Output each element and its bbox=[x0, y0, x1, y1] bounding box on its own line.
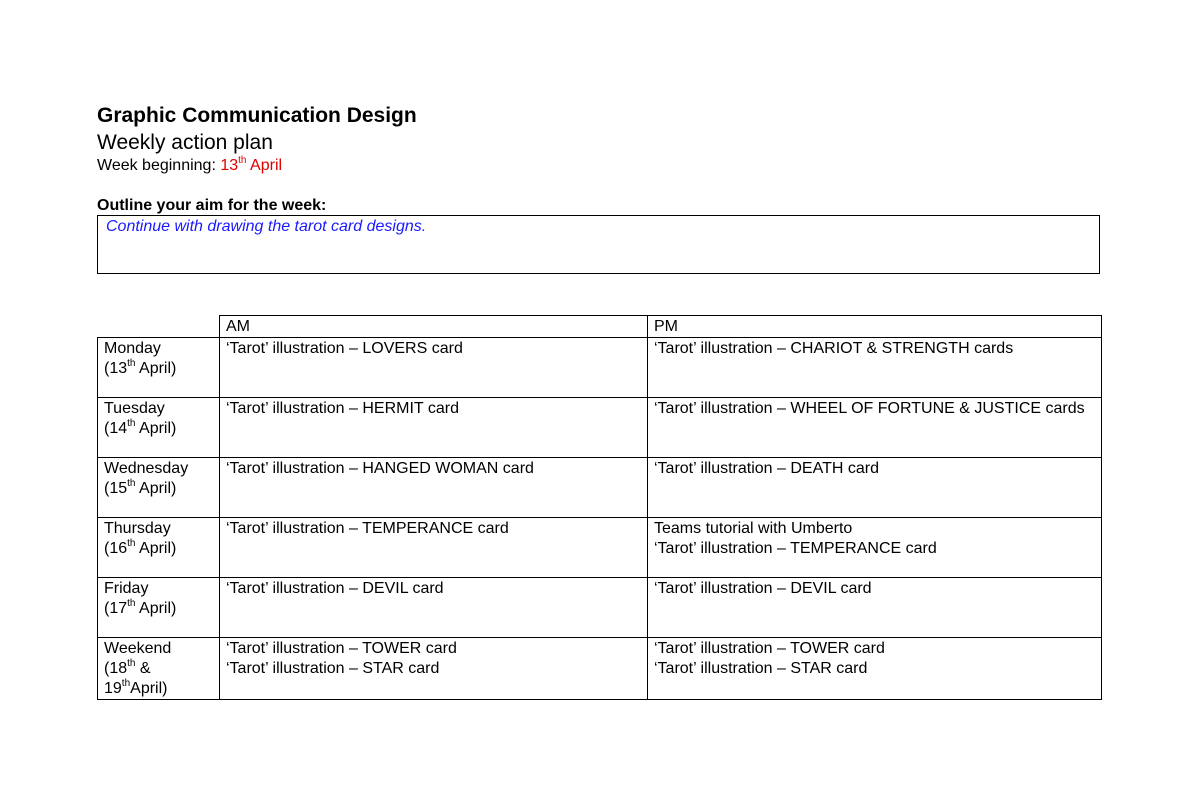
week-beginning bbox=[97, 156, 282, 176]
day-date bbox=[104, 359, 213, 379]
day-date-date-mid: & 19 bbox=[104, 660, 151, 697]
table-header-row bbox=[98, 316, 1102, 338]
header-empty-cell bbox=[98, 316, 220, 338]
document-title: Graphic Communication Design bbox=[97, 104, 417, 127]
day-date-date-suffix: th bbox=[127, 417, 136, 429]
week-beginning-date bbox=[220, 154, 283, 174]
table-row bbox=[98, 578, 1102, 638]
pm-task: ‘Tarot’ illustration – WHEEL OF FORTUNE & JUSTICE cards bbox=[654, 400, 1085, 417]
week-beginning-suffix: th bbox=[238, 154, 247, 166]
week-beginning-month: April bbox=[246, 157, 283, 174]
aim-box bbox=[97, 215, 1100, 274]
table-row bbox=[98, 458, 1102, 518]
day-date-date-suffix: th bbox=[127, 477, 136, 489]
day-date-date-close: April) bbox=[135, 600, 177, 617]
day-cell bbox=[98, 458, 220, 518]
day-date bbox=[104, 659, 213, 699]
pm-task: Teams tutorial with Umberto bbox=[654, 520, 853, 537]
day-date bbox=[104, 479, 213, 499]
pm-cell bbox=[648, 638, 1102, 700]
day-date-date-suffix2: th bbox=[121, 677, 131, 689]
day-cell bbox=[98, 338, 220, 398]
table-row bbox=[98, 398, 1102, 458]
day-date-date-open: (13 bbox=[104, 360, 128, 377]
day-date-date-open: (15 bbox=[104, 480, 128, 497]
day-name: Weekend bbox=[104, 640, 172, 657]
day-date-date-suffix: th bbox=[127, 597, 136, 609]
document-subtitle: Weekly action plan bbox=[97, 131, 273, 154]
pm-task: ‘Tarot’ illustration – TOWER card bbox=[654, 640, 885, 657]
day-date bbox=[104, 599, 213, 619]
pm-cell bbox=[648, 398, 1102, 458]
am-task: ‘Tarot’ illustration – TOWER card bbox=[226, 640, 457, 657]
day-date-date-suffix: th bbox=[127, 537, 136, 549]
am-cell bbox=[220, 458, 648, 518]
week-beginning-day: 13 bbox=[220, 157, 239, 174]
day-date-date-open: (14 bbox=[104, 420, 128, 437]
am-task: ‘Tarot’ illustration – HERMIT card bbox=[226, 400, 459, 417]
day-date-date-open: (17 bbox=[104, 600, 128, 617]
pm-task: ‘Tarot’ illustration – TEMPERANCE card bbox=[654, 540, 937, 557]
am-cell bbox=[220, 578, 648, 638]
day-date-date-close: April) bbox=[135, 360, 177, 377]
am-task: ‘Tarot’ illustration – HANGED WOMAN card bbox=[226, 460, 534, 477]
am-cell bbox=[220, 338, 648, 398]
header-pm: PM bbox=[648, 316, 1102, 338]
aim-text: Continue with drawing the tarot card designs. bbox=[106, 218, 427, 235]
table-row bbox=[98, 518, 1102, 578]
day-date-date-close: April) bbox=[135, 480, 177, 497]
day-cell bbox=[98, 398, 220, 458]
day-name: Tuesday bbox=[104, 400, 165, 417]
day-date-date-open: (18 bbox=[104, 660, 128, 677]
day-name: Friday bbox=[104, 580, 149, 597]
weekly-plan-table bbox=[97, 315, 1102, 700]
am-cell bbox=[220, 518, 648, 578]
day-date bbox=[104, 539, 213, 559]
day-date-date-close: April) bbox=[130, 680, 168, 697]
table-row bbox=[98, 338, 1102, 398]
pm-cell bbox=[648, 338, 1102, 398]
am-cell bbox=[220, 638, 648, 700]
day-name: Monday bbox=[104, 340, 161, 357]
day-date-date-open: (16 bbox=[104, 540, 128, 557]
am-task: ‘Tarot’ illustration – STAR card bbox=[226, 660, 440, 677]
week-beginning-label: Week beginning: bbox=[97, 157, 221, 174]
am-task: ‘Tarot’ illustration – LOVERS card bbox=[226, 340, 463, 357]
day-name: Wednesday bbox=[104, 460, 189, 477]
aim-label: Outline your aim for the week: bbox=[97, 197, 327, 214]
day-name: Thursday bbox=[104, 520, 171, 537]
pm-cell bbox=[648, 578, 1102, 638]
am-task: ‘Tarot’ illustration – DEVIL card bbox=[226, 580, 444, 597]
table-row bbox=[98, 638, 1102, 700]
am-cell bbox=[220, 398, 648, 458]
pm-cell bbox=[648, 458, 1102, 518]
day-date-date-suffix: th bbox=[127, 357, 136, 369]
day-cell bbox=[98, 578, 220, 638]
day-date bbox=[104, 419, 213, 439]
pm-task: ‘Tarot’ illustration – DEATH card bbox=[654, 460, 879, 477]
day-date-date-close: April) bbox=[135, 540, 177, 557]
pm-task: ‘Tarot’ illustration – STAR card bbox=[654, 660, 868, 677]
day-date-date-suffix: th bbox=[127, 657, 136, 669]
day-cell bbox=[98, 518, 220, 578]
pm-cell bbox=[648, 518, 1102, 578]
day-cell bbox=[98, 638, 220, 700]
am-task: ‘Tarot’ illustration – TEMPERANCE card bbox=[226, 520, 509, 537]
header-am: AM bbox=[220, 316, 648, 338]
pm-task: ‘Tarot’ illustration – CHARIOT & STRENGTH cards bbox=[654, 340, 1014, 357]
day-date-date-close: April) bbox=[135, 420, 177, 437]
pm-task: ‘Tarot’ illustration – DEVIL card bbox=[654, 580, 872, 597]
